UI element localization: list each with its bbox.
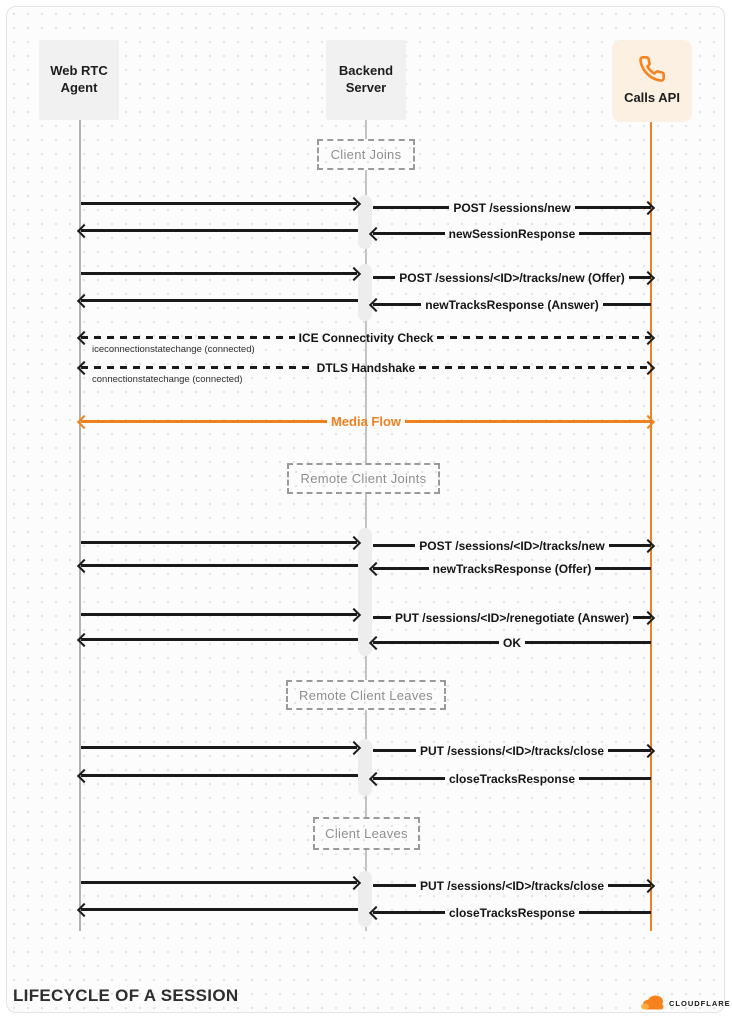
arrow-line bbox=[373, 641, 499, 644]
arrow-line bbox=[81, 366, 313, 369]
arrow-line bbox=[373, 911, 445, 914]
page-title: LIFECYCLE OF A SESSION bbox=[13, 986, 239, 1005]
message-label: Media Flow bbox=[330, 414, 402, 429]
arrow-line bbox=[81, 299, 358, 302]
actor-label-line: Agent bbox=[60, 80, 98, 95]
arrow-line bbox=[579, 232, 651, 235]
phase-client-leaves bbox=[313, 817, 420, 850]
arrow-line bbox=[81, 229, 358, 232]
msg-close-tracks-response-2 bbox=[373, 906, 651, 919]
msg-backend-to-agent bbox=[81, 559, 358, 572]
msg-dtls-handshake bbox=[81, 361, 651, 374]
arrow-line bbox=[579, 911, 651, 914]
msg-agent-to-backend bbox=[81, 197, 357, 210]
message-label: ICE Connectivity Check bbox=[298, 330, 434, 345]
message-label: OK bbox=[503, 635, 521, 650]
arrow-line bbox=[81, 881, 357, 884]
message-label: PUT /sessions/<ID>/renegotiate (Answer) bbox=[394, 610, 630, 625]
arrow-line bbox=[81, 202, 357, 205]
message-label: PUT /sessions/<ID>/tracks/close bbox=[419, 743, 605, 758]
ice-state-note: iceconnectionstatechange (connected) bbox=[92, 344, 255, 355]
actor-label-line: Server bbox=[345, 80, 387, 95]
arrow-line bbox=[81, 541, 357, 544]
message-label: POST /sessions/new bbox=[453, 200, 571, 215]
arrow-line bbox=[373, 206, 449, 209]
msg-agent-to-backend bbox=[81, 741, 357, 754]
msg-backend-to-agent bbox=[81, 633, 358, 646]
phase-label: Client Leaves bbox=[325, 826, 408, 841]
msg-close-tracks-response bbox=[373, 772, 651, 785]
msg-ice-connectivity-check bbox=[81, 331, 651, 344]
arrow-line bbox=[81, 774, 358, 777]
connection-state-note: connectionstatechange (connected) bbox=[92, 374, 243, 385]
message-label: POST /sessions/<ID>/tracks/new (Offer) bbox=[399, 270, 625, 285]
arrow-line bbox=[373, 544, 415, 547]
msg-agent-to-backend bbox=[81, 536, 357, 549]
lifeline-calls-api bbox=[650, 120, 652, 931]
arrow-line bbox=[81, 564, 358, 567]
cloudflare-brand bbox=[640, 993, 731, 1010]
phase-label: Client Joins bbox=[330, 147, 402, 162]
actor-label: Calls API bbox=[624, 90, 680, 106]
arrow-line bbox=[373, 777, 445, 780]
arrow-line bbox=[81, 746, 357, 749]
lifeline-web-rtc-agent bbox=[79, 119, 81, 931]
message-label: POST /sessions/<ID>/tracks/new bbox=[419, 538, 605, 553]
msg-backend-to-agent bbox=[81, 294, 358, 307]
msg-ok bbox=[373, 636, 651, 649]
message-label: closeTracksResponse bbox=[448, 905, 576, 920]
msg-new-tracks-response-answer bbox=[373, 298, 651, 311]
activation-bar bbox=[358, 528, 372, 656]
msg-agent-to-backend bbox=[81, 608, 357, 621]
arrow-line bbox=[81, 613, 357, 616]
msg-new-session-response bbox=[373, 227, 651, 240]
arrow-line bbox=[81, 272, 357, 275]
msg-agent-to-backend bbox=[81, 876, 357, 889]
phase-client-joins bbox=[317, 139, 415, 170]
msg-media-flow bbox=[81, 415, 651, 428]
msg-backend-to-agent bbox=[81, 224, 358, 237]
message-label: DTLS Handshake bbox=[316, 360, 416, 375]
msg-put-renegotiate bbox=[373, 611, 651, 624]
arrow-line bbox=[81, 420, 327, 423]
arrow-line bbox=[81, 908, 358, 911]
arrow-line bbox=[405, 420, 651, 423]
msg-put-tracks-close bbox=[373, 744, 651, 757]
arrow-line bbox=[373, 616, 391, 619]
arrow-line bbox=[437, 336, 651, 339]
actor-label-line: Web RTC bbox=[50, 63, 108, 79]
actor-web-rtc-agent bbox=[39, 40, 119, 120]
phase-remote-client-joins bbox=[287, 463, 440, 494]
message-label: newTracksResponse (Offer) bbox=[432, 561, 592, 576]
message-label: closeTracksResponse bbox=[448, 771, 576, 786]
message-label: newTracksResponse (Answer) bbox=[425, 297, 599, 312]
activation-bar bbox=[358, 871, 372, 927]
arrow-line bbox=[373, 749, 416, 752]
msg-post-tracks-new bbox=[373, 539, 651, 552]
phase-label: Remote Client Leaves bbox=[299, 687, 433, 703]
actor-label-line: Backend bbox=[338, 63, 394, 79]
phase-remote-client-leaves bbox=[286, 680, 446, 710]
message-label: newSessionResponse bbox=[448, 226, 576, 241]
arrow-line bbox=[373, 276, 395, 279]
arrow-line bbox=[419, 366, 651, 369]
brand-label: CLOUDFLARE bbox=[669, 999, 731, 1008]
phase-label: Remote Client Joints bbox=[300, 471, 427, 486]
arrow-line bbox=[579, 777, 651, 780]
msg-agent-to-backend bbox=[81, 267, 357, 280]
msg-backend-to-agent bbox=[81, 903, 358, 916]
msg-post-tracks-new-offer bbox=[373, 271, 651, 284]
msg-backend-to-agent bbox=[81, 769, 358, 782]
arrow-line bbox=[81, 638, 358, 641]
cloudflare-logo bbox=[640, 993, 666, 1010]
msg-post-sessions-new bbox=[373, 201, 651, 214]
actor-calls-api bbox=[612, 40, 692, 122]
actor-backend-server bbox=[326, 40, 406, 120]
arrow-line bbox=[81, 336, 295, 339]
arrow-line bbox=[603, 303, 651, 306]
msg-put-tracks-close-2 bbox=[373, 879, 651, 892]
msg-new-tracks-response-offer bbox=[373, 562, 651, 575]
arrow-line bbox=[373, 884, 416, 887]
message-label: PUT /sessions/<ID>/tracks/close bbox=[419, 878, 605, 893]
arrow-line bbox=[595, 567, 651, 570]
arrow-line bbox=[525, 641, 651, 644]
phone-icon bbox=[638, 55, 666, 83]
arrow-line bbox=[373, 232, 445, 235]
